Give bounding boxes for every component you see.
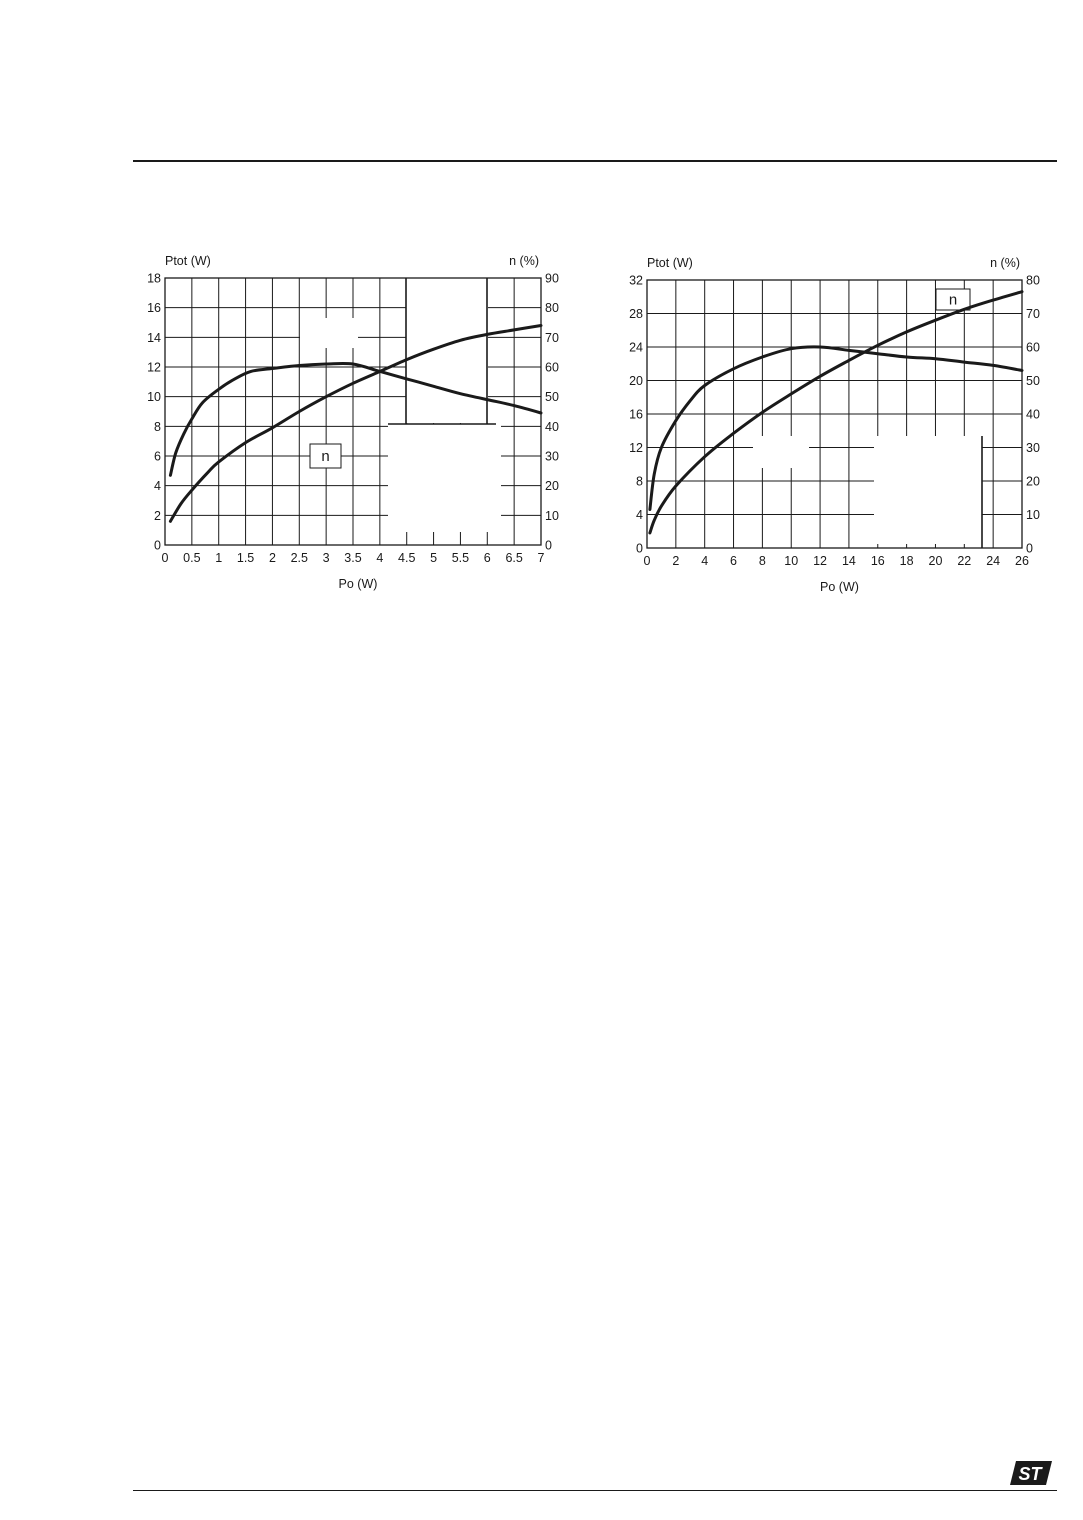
chart-0-y2-tick-label: 10 <box>545 508 559 523</box>
chart-0-annotation-label: n <box>321 448 330 465</box>
chart-1-x-tick-label: 8 <box>758 554 766 568</box>
chart-1-y-tick-label: 20 <box>629 374 643 388</box>
chart-1-y2-tick-label: 50 <box>1026 374 1040 388</box>
chart-0-x-tick-label: 2.5 <box>290 551 308 565</box>
chart-1-x-tick-label: 4 <box>701 554 709 568</box>
chart-0-y-axis-title: Ptot (W) <box>165 254 211 268</box>
chart-0-x-tick-label: 1.5 <box>236 551 255 565</box>
chart-0-y2-tick-label: 70 <box>545 330 559 345</box>
chart-0-x-tick-label: 5.5 <box>451 551 470 565</box>
chart-1-y2-axis-title: n (%) <box>990 256 1020 270</box>
chart-0-x-tick-label: 7 <box>537 551 545 565</box>
chart-0-x-tick-label: 0 <box>161 551 169 565</box>
st-logo-text: ST <box>1018 1464 1042 1484</box>
chart-1-y2-tick-label: 60 <box>1026 340 1040 355</box>
chart-0-blank-region-1 <box>388 424 501 532</box>
chart-0-x-tick-label: 5 <box>430 551 438 565</box>
chart-1-blank-region-0 <box>753 436 809 468</box>
chart-1-x-tick-label: 20 <box>928 554 943 568</box>
chart-0-y-tick-label: 12 <box>147 360 161 375</box>
chart-1-y-tick-label: 24 <box>629 340 643 355</box>
chart-1-y2-tick-label: 70 <box>1026 307 1040 321</box>
chart-1-y2-tick-label: 20 <box>1026 474 1040 489</box>
chart-1-x-tick-label: 16 <box>870 554 885 568</box>
chart-0-x-tick-label: 6 <box>483 551 491 565</box>
chart-0-y2-axis-title: n (%) <box>509 254 539 268</box>
chart-1-x-tick-label: 12 <box>813 554 828 568</box>
chart-0-y-tick-label: 4 <box>154 479 161 494</box>
chart-1-y-tick-label: 16 <box>629 407 643 422</box>
chart-1-y2-tick-label: 80 <box>1026 273 1040 288</box>
chart-1-x-tick-label: 24 <box>986 554 1001 568</box>
chart-0-y-tick-label: 14 <box>147 330 161 345</box>
chart-0-x-tick-label: 4.5 <box>398 551 416 565</box>
chart-0-x-tick-label: 6.5 <box>505 551 523 565</box>
chart-0-y2-tick-label: 50 <box>545 390 559 405</box>
chart-0-y2-tick-label: 80 <box>545 301 559 316</box>
chart-0-x-tick-label: 1 <box>215 551 223 565</box>
chart-0-y-tick-label: 0 <box>154 538 161 553</box>
chart-0-y-tick-label: 18 <box>147 271 161 286</box>
chart-0-x-tick-label: 3.5 <box>344 551 362 565</box>
chart-1-y2-tick-label: 40 <box>1026 407 1040 422</box>
chart-0-y-tick-label: 10 <box>147 390 161 405</box>
chart-0-y-tick-label: 16 <box>147 301 161 316</box>
chart-0-blank-region-0 <box>300 318 358 348</box>
chart-1-y-axis-title: Ptot (W) <box>647 256 693 270</box>
chart-0-y2-tick-label: 40 <box>545 419 559 434</box>
st-logo-icon <box>1008 1460 1052 1486</box>
chart-1-x-tick-label: 18 <box>899 554 914 568</box>
chart-0-y-tick-label: 8 <box>154 419 161 434</box>
chart-0-y-tick-label: 2 <box>154 508 161 523</box>
chart-0-y2-tick-label: 0 <box>545 538 552 553</box>
chart-0-x-tick-label: 2 <box>268 551 276 565</box>
chart-1-x-tick-label: 26 <box>1015 554 1029 568</box>
chart-1-x-tick-label: 2 <box>672 554 680 568</box>
chart-0-x-tick-label: 4 <box>376 551 384 565</box>
chart-1-x-axis-title: Po (W) <box>820 580 859 594</box>
chart-1-y-tick-label: 32 <box>629 273 643 288</box>
chart-0-x-tick-label: 0.5 <box>183 551 201 565</box>
chart-1-annotation-label: n <box>948 291 958 309</box>
chart-0-blank-region-2 <box>406 278 488 423</box>
chart-1-x-tick-label: 14 <box>841 554 856 568</box>
chart-1-x-tick-label: 10 <box>784 554 799 568</box>
chart-1-y-tick-label: 12 <box>629 441 643 455</box>
chart-1-y-tick-label: 4 <box>636 508 643 522</box>
chart-1-x-tick-label: 0 <box>643 554 651 568</box>
chart-0-y2-tick-label: 20 <box>545 479 559 494</box>
chart-1-x-tick-label: 6 <box>730 554 738 568</box>
chart-0-y2-tick-label: 30 <box>545 449 559 464</box>
chart-1-y-tick-label: 0 <box>636 541 643 556</box>
chart-1-x-tick-label: 22 <box>957 554 972 568</box>
chart-0-x-tick-label: 3 <box>322 551 330 565</box>
chart-1-blank-region-1 <box>874 436 982 544</box>
chart-0-x-axis-title: Po (W) <box>338 577 378 591</box>
chart-0-y2-tick-label: 60 <box>545 360 559 375</box>
chart-1-y2-tick-label: 10 <box>1026 508 1040 522</box>
chart-1-y-tick-label: 28 <box>629 307 643 321</box>
chart-1-y2-tick-label: 0 <box>1026 541 1033 556</box>
chart-0-y-tick-label: 6 <box>154 449 161 464</box>
chart-0-y2-tick-label: 90 <box>545 271 559 286</box>
chart-1-y-tick-label: 8 <box>636 474 643 489</box>
chart-1-y2-tick-label: 30 <box>1026 441 1040 455</box>
